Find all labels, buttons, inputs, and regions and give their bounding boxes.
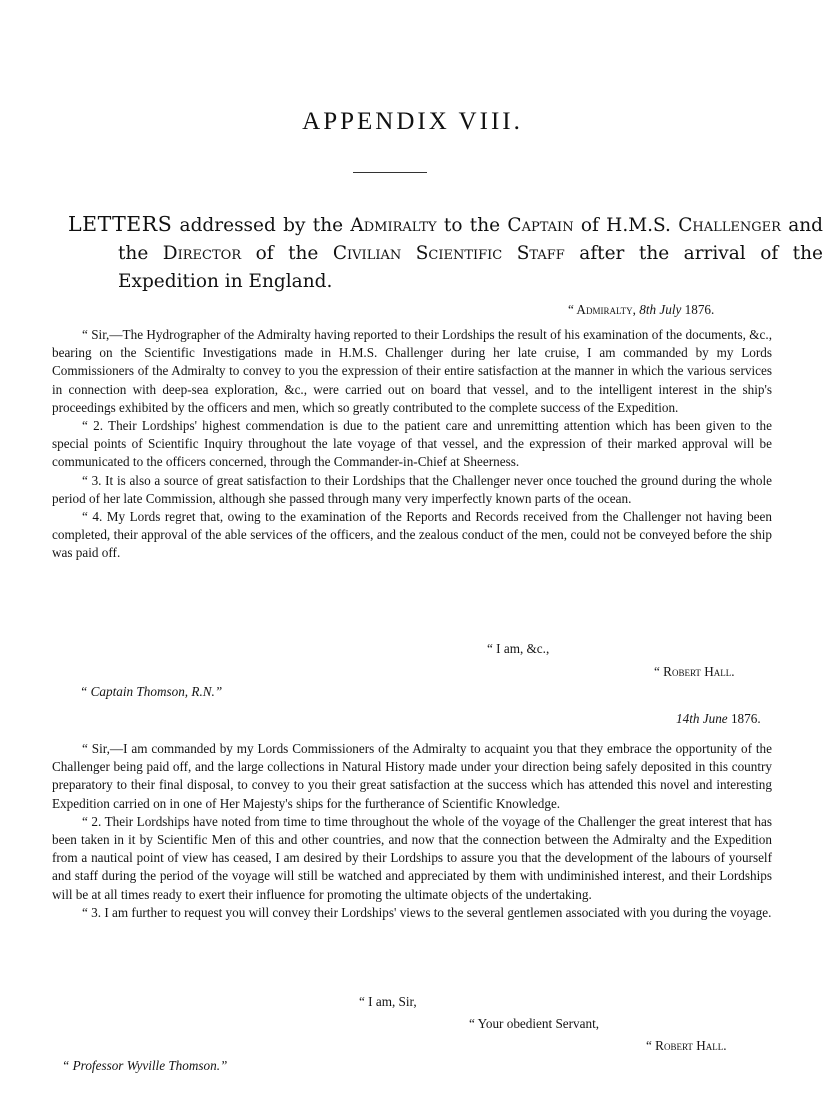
letter2-paragraph: “ 3. I am further to request you will convey their Lordships' views to the several gentlemen associated with you during the voyage. (82, 904, 772, 920)
letter2-paragraph: “ 2. Their Lordships have noted from time to time throughout the whole of the voyage of the Challenger the great interest that has been taken in it by Scientific Men of this and other countries, and now that the connection between the Admiralty and the Expedition from a nautical point of view has ceased, I am desired by their Lordships to assure you that the development of the labours of yourself and staff during the period of the voyage will still be watched and appreciated by them with undiminished interest, and their Lordships will be at all times ready to exert their influence for promoting the ultimate objects of the undertaking. (52, 813, 772, 902)
letter2-date: 14th June (676, 711, 728, 726)
title-challenger: Challenger (678, 215, 781, 236)
title-text: after the arrival of the Expedition in England. (118, 243, 823, 292)
title-text: and the (118, 215, 824, 264)
title-admiralty: Admiralty (350, 215, 437, 236)
letter2-paragraph: “ Sir,—I am commanded by my Lords Commissioners of the Admiralty to acquaint you that they embrace the opportunity of the Challenger being paid off, and the large collections in Natural History made under your direction being safely deposited in this country preparatory to their final disposal, to convey to you their great satisfaction at the success which has attended this novel and interesting Expedition carried on in one of Her Majesty's ships for the furtherance of Scientific Knowledge. (52, 741, 772, 811)
heading-divider (353, 172, 427, 173)
title-director: Director (162, 243, 242, 264)
letter2-year: 1876. (730, 711, 761, 726)
letter1-dateline (568, 302, 714, 318)
letter1-closing: “ I am, &c., (487, 641, 550, 656)
letter1-paragraph: “ Sir,—The Hydrographer of the Admiralty having reported to their Lordships the result of his examination of the documents, &c., bearing on the Scientific Investigations made in H.M.S. Challenger during her late cruise, I am commanded by my Lords Commissioners of the Admiralty to convey to you the expression of their entire satisfaction at the manner in which the various services in connection with deep-sea exploration, &c., were carried out on board that vessel, and to the intelligent interest in the ship's proceedings exhibited by the officers and men, which so greatly contributed to the complete success of the Expedition. (52, 327, 772, 415)
letter1-signature: “ Robert Hall. (654, 664, 735, 679)
title-lead: LETTERS (68, 212, 173, 236)
section-title (68, 210, 823, 296)
title-text: of H.M.S. (573, 215, 679, 236)
letter2-closing: “ I am, Sir, (359, 994, 417, 1009)
letter2-signature: “ Robert Hall. (646, 1038, 727, 1053)
title-civilian-staff: Civilian Scientific Staff (332, 243, 565, 264)
letter2-dateline (676, 711, 761, 727)
letter2-body (52, 740, 772, 922)
title-captain: Captain (507, 215, 574, 236)
letter1-body (52, 326, 772, 563)
letter1-date: 8th July (639, 302, 682, 317)
letter1-paragraph: “ 4. My Lords regret that, owing to the examination of the Reports and Records received from the Challenger not having been completed, their approval of the able services of the officers, and the zealous conduct of the men, could not be conveyed before the ship was paid off. (52, 509, 772, 561)
letter2-closing-servant: “ Your obedient Servant, (469, 1016, 600, 1031)
letter1-year: 1876. (684, 302, 715, 317)
title-text: addressed by the (172, 215, 351, 236)
letter2-addressee: “ Professor Wyville Thomson.” (62, 1058, 228, 1073)
letter1-place: “ Admiralty, (568, 302, 636, 317)
title-text: to the (436, 215, 508, 236)
letter1-addressee: “ Captain Thomson, R.N.” (80, 684, 223, 699)
letter1-paragraph: “ 2. Their Lordships' highest commendation is due to the patient care and unremitting attention which has been given to the special points of Scientific Inquiry throughout the late voyage of that vessel, and the expression of their marked approval will be communicated to the officers concerned, through the Commander-in-Chief at Sheerness. (52, 418, 772, 470)
appendix-heading: APPENDIX VIII. (302, 108, 523, 135)
title-text: of the (241, 243, 333, 264)
letter1-paragraph: “ 3. It is also a source of great satisfaction to their Lordships that the Challenger never once touched the ground during the whole period of her late Commission, although she passed through many very imperfectly known parts of the ocean. (52, 472, 772, 506)
